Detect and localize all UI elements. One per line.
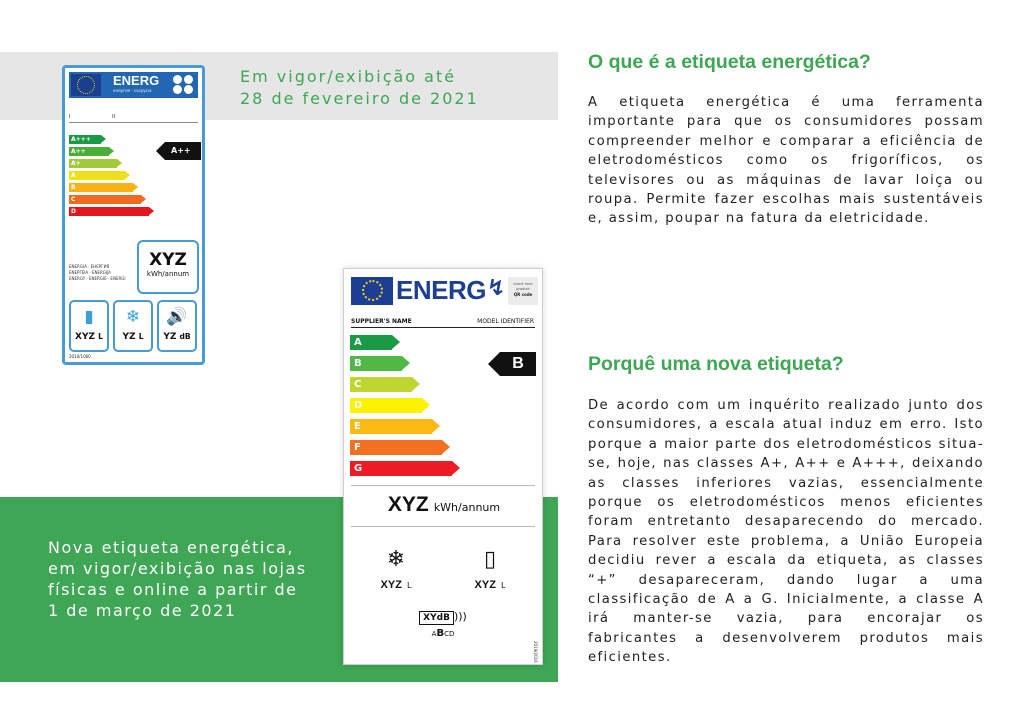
snowflake-icon: ❄: [386, 547, 406, 572]
old-label-identifiers: [69, 114, 155, 120]
old-label-title: ENERG: [113, 73, 160, 88]
old-class-bar: C: [69, 195, 141, 204]
sound-icon: 🔊: [166, 307, 188, 327]
new-noise-level: [417, 605, 469, 639]
section-title-what-is: O que é a etiqueta energética?: [588, 51, 871, 73]
new-class-bar: A: [350, 335, 392, 350]
sound-waves-icon: ))): [453, 610, 467, 623]
language-dots-icon: [173, 75, 195, 95]
old-energy-label: [62, 65, 205, 365]
new-class-bar: D: [350, 398, 422, 413]
old-label-subtitle: енергия · ενεργεια: [113, 88, 152, 93]
new-class-bar: F: [350, 440, 442, 455]
old-class-bar: A+++: [69, 135, 101, 144]
new-freezer-volume: ❄ XYZ L: [374, 547, 418, 592]
old-class-bar: D: [69, 207, 149, 216]
old-label-languages: ENERGIA · ЕНЕРГИЯ ΕΝΕΡΓΕΙΑ · ENERGIJA ENERGY · ENERGIE · ENERGI: [69, 264, 126, 281]
noise-class-scale: ABCD: [431, 628, 455, 639]
eu-flag-icon: [71, 74, 101, 96]
old-fridge-volume: ▮ XYZ L: [69, 300, 109, 352]
old-label-id-right: II: [112, 114, 116, 120]
new-class-bar: G: [350, 461, 452, 476]
old-regulation-number: 2010/1060: [69, 354, 91, 359]
new-label-title: ENERG: [396, 275, 486, 305]
divider: [351, 485, 535, 486]
old-consumption-value: XYZ: [149, 250, 187, 270]
new-energy-label: [343, 268, 543, 665]
bottle-icon: ▯: [483, 547, 497, 572]
new-consumption-value: XYZ: [387, 493, 429, 516]
eu-flag-icon: [351, 277, 393, 305]
new-class-bar: C: [350, 377, 412, 392]
new-current-class-badge: B: [500, 352, 536, 376]
new-class-bar: B: [350, 356, 402, 371]
qr-code-placeholder: Insert here product QR code: [508, 277, 538, 305]
supplier-name: SUPPLIER'S NAME: [351, 318, 412, 325]
new-regulation-number: 2019/2016: [533, 641, 538, 663]
new-class-bar: E: [350, 419, 432, 434]
new-consumption-unit: kWh/annum: [433, 501, 501, 514]
old-noise-level: 🔊 YZ dB: [157, 300, 197, 352]
old-label-id-left: I: [69, 114, 71, 120]
snowflake-icon: ❄: [125, 307, 141, 327]
divider: [351, 327, 535, 328]
section-body-why-new: De acordo com um inquérito realizado junto dos consumidores, a escala atual induz em erro. Isto porque a maior parte dos eletrodomésticos situa-se, hoje, nas classes A+, A++ e A+++, deixando as classes inferiores vazias, essencialmente porque os eletrodomésticos menos eficientes foram entretanto desaparecendo do mercado. Para resolver este problema, a União Europeia decidiu rever a escala da etiqueta, as classes “+” desapareceram, dando lugar a uma classificação de A a G. Inicialmente, a classe A irá manter-se vazia, para encorajar os fabricantes a desenvolverem produtos mais eficientes.: [588, 398, 984, 666]
section-title-why-new: Porquê uma nova etiqueta?: [588, 353, 844, 375]
old-class-bar: A+: [69, 159, 117, 168]
new-fridge-volume: ▯ XYZ L: [468, 547, 512, 592]
old-label-caption: Em vigor/exibição até 28 de fevereiro de 2021: [240, 67, 479, 108]
old-class-bar: A++: [69, 147, 109, 156]
section-body-what-is: A etiqueta energética é uma ferramenta importante para que os consumidores possam compreender melhor e comparar a eficiência de eletrodomésticos como os frigoríficos, os televisores ou as máquinas de lavar loiça ou roupa. Permite fazer escolhas mais sustentáveis e, assim, poupar na fatura da eletricidade.: [588, 95, 984, 227]
divider: [351, 526, 535, 527]
old-consumption-box: [137, 240, 199, 294]
lightning-icon: ↯: [487, 276, 506, 301]
old-freezer-volume: ❄ YZ L: [113, 300, 153, 352]
old-class-bar: A: [69, 171, 125, 180]
new-consumption: [344, 493, 544, 517]
new-label-caption: Nova etiqueta energética, em vigor/exibição nas lojas físicas e online a partir de 1 de março de 2021: [48, 538, 307, 620]
old-current-class-badge: A++: [165, 142, 201, 160]
model-identifier: MODEL IDENTIFIER: [477, 318, 534, 325]
fridge-icon: ▮: [84, 307, 94, 327]
old-consumption-unit: kWh/annum: [146, 270, 190, 278]
speaker-icon: XYdB: [419, 611, 454, 625]
divider: [69, 122, 198, 123]
old-class-bar: B: [69, 183, 133, 192]
old-label-header: [69, 72, 198, 98]
